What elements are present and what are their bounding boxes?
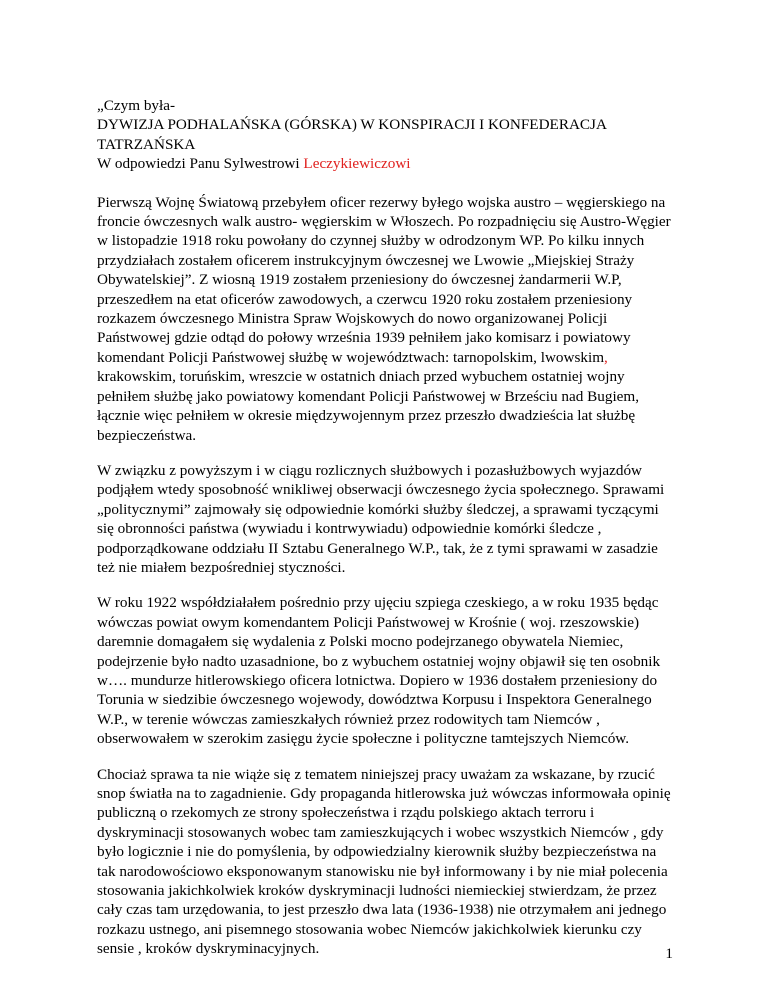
paragraph-1-part-2: krakowskim, toruńskim, wreszcie w ostatnich dniach przed wybuchem ostatniej wojny pełniłem służbę jako powiatowy komendant Policji Państwowej w Brześciu nad Bugiem, łącznie więc pełniłem w okresie międzywojennym przez przeszło dwadzieścia lat służbę bezpieczeństwa.: [97, 368, 640, 444]
document-heading: [97, 96, 677, 174]
paragraph-3: W roku 1922 współdziałałem pośrednio przy ujęciu szpiega czeskiego, a w roku 1935 będąc wówczas powiat owym komendantem Policji Państwowej w Krośnie ( woj. rzeszowskie) daremnie domagałem się wydalenia z Polski mocno podejrzanego obywatela Niemiec, podejrzenie było nadto uzasadnione, bo z wybuchem ostatniej wojny objawił się ten osobnik w…. mundurze hitlerowskiego oficera lotnictwa. Dopiero w 1936 dostałem przeniesiony do Torunia w siedzibie ówczesnego wojewody, dowództwa Korpusu i Inspektora Generalnego W.P., w terenie wówczas zamieszkałych również przez rodowitych tam Niemców , obserwowałem w szerokim zasięgu życie społeczne i polityczne tamtejszych Niemców.: [97, 594, 661, 748]
paragraph-1-red-comma: ,: [604, 348, 608, 366]
heading-quote-title: „Czym była-: [97, 97, 176, 114]
dedication-name: Leczykiewiczowi: [303, 155, 411, 173]
paragraph-1: [97, 193, 677, 445]
dedication-prefix: W odpowiedzi Panu Sylwestrowi: [97, 155, 304, 173]
document-page: [97, 96, 677, 975]
heading-dedication: [97, 154, 677, 173]
paragraph-4: Chociaż sprawa ta nie wiąże się z tematem niniejszej pracy uważam za wskazane, by rzucić snop światła na to zagadnienie. Gdy propaganda hitlerowska już wówczas informowała opinię publiczną o rzekomych ze strony społeczeństwa i rządu polskiego aktach terroru i dyskryminacji stosowanych wobec tam zamieszkujących i wobec wszystkich Niemców , gdy było logicznie i nie do pomyślenia, by odpowiedzialny kierownik służby bezpieczeństwa na tak narodowościowo eksponowanym stanowisku nie był informowany i by nie miał polecenia stosowania jakichkolwiek kroków dyskryminacji ludności niemieckiej stwierdzam, że przez cały czas tam urzędowania, to jest przeszło dwa lata (1936-1938) nie otrzymałem ani jednego rozkazu ustnego, ani pisemnego stosowania wobec Niemców jakichkolwiek kierunku czy sensie , kroków dyskryminacyjnych.: [97, 765, 671, 958]
heading-title-line-1: DYWIZJA PODHALAŃSKA (GÓRSKA) W KONSPIRACJI I KONFEDERACJA: [97, 116, 607, 134]
paragraph-1-part-1: Pierwszą Wojnę Światową przebyłem oficer rezerwy byłego wojska austro – węgierskiego na froncie ówczesnych walk austro- węgierskim w Włoszech. Po rozpadnięciu się Austro-Węgier w listopadzie 1918 roku powołany do czynnej służby w odrodzonym WP. Po kilku innych przydziałach zostałem oficerem instrukcyjnym ówczesnej we Lwowie „Miejskiej Straży Obywatelskiej”. Z wiosną 1919 zostałem przeniesiony do ówczesnej żandarmerii W.P, przeszedłem na etat oficerów zawodowych, a czerwcu 1920 roku zostałem przeniesiony rozkazem ówczesnego Ministra Spraw Wojskowych do nowo organizowanej Policji Państwowej gdzie odtąd do połowy września 1939 pełniłem jako komisarz i powiatowy komendant Policji Państwowej służbę w województwach: tarnopolskim, lwowskim: [97, 193, 671, 366]
page-number: 1: [665, 945, 673, 962]
paragraph-2: W związku z powyższym i w ciągu rozlicznych służbowych i pozasłużbowych wyjazdów podjąłem wtedy sposobność wnikliwej obserwacji ówczesnego życia społecznego. Sprawami „politycznymi” zajmowały się odpowiednie komórki służby śledczej, a sprawami tyczącymi się obronności państwa (wywiadu i kontrwywiadu) odpowiednie komórki śledcze , podporządkowane oddziału II Sztabu Generalnego W.P., tak, że z tymi sprawami w zasadzie też nie miałem bezpośredniej styczności.: [97, 461, 665, 576]
heading-title-line-2: TATRZAŃSKA: [97, 135, 196, 153]
